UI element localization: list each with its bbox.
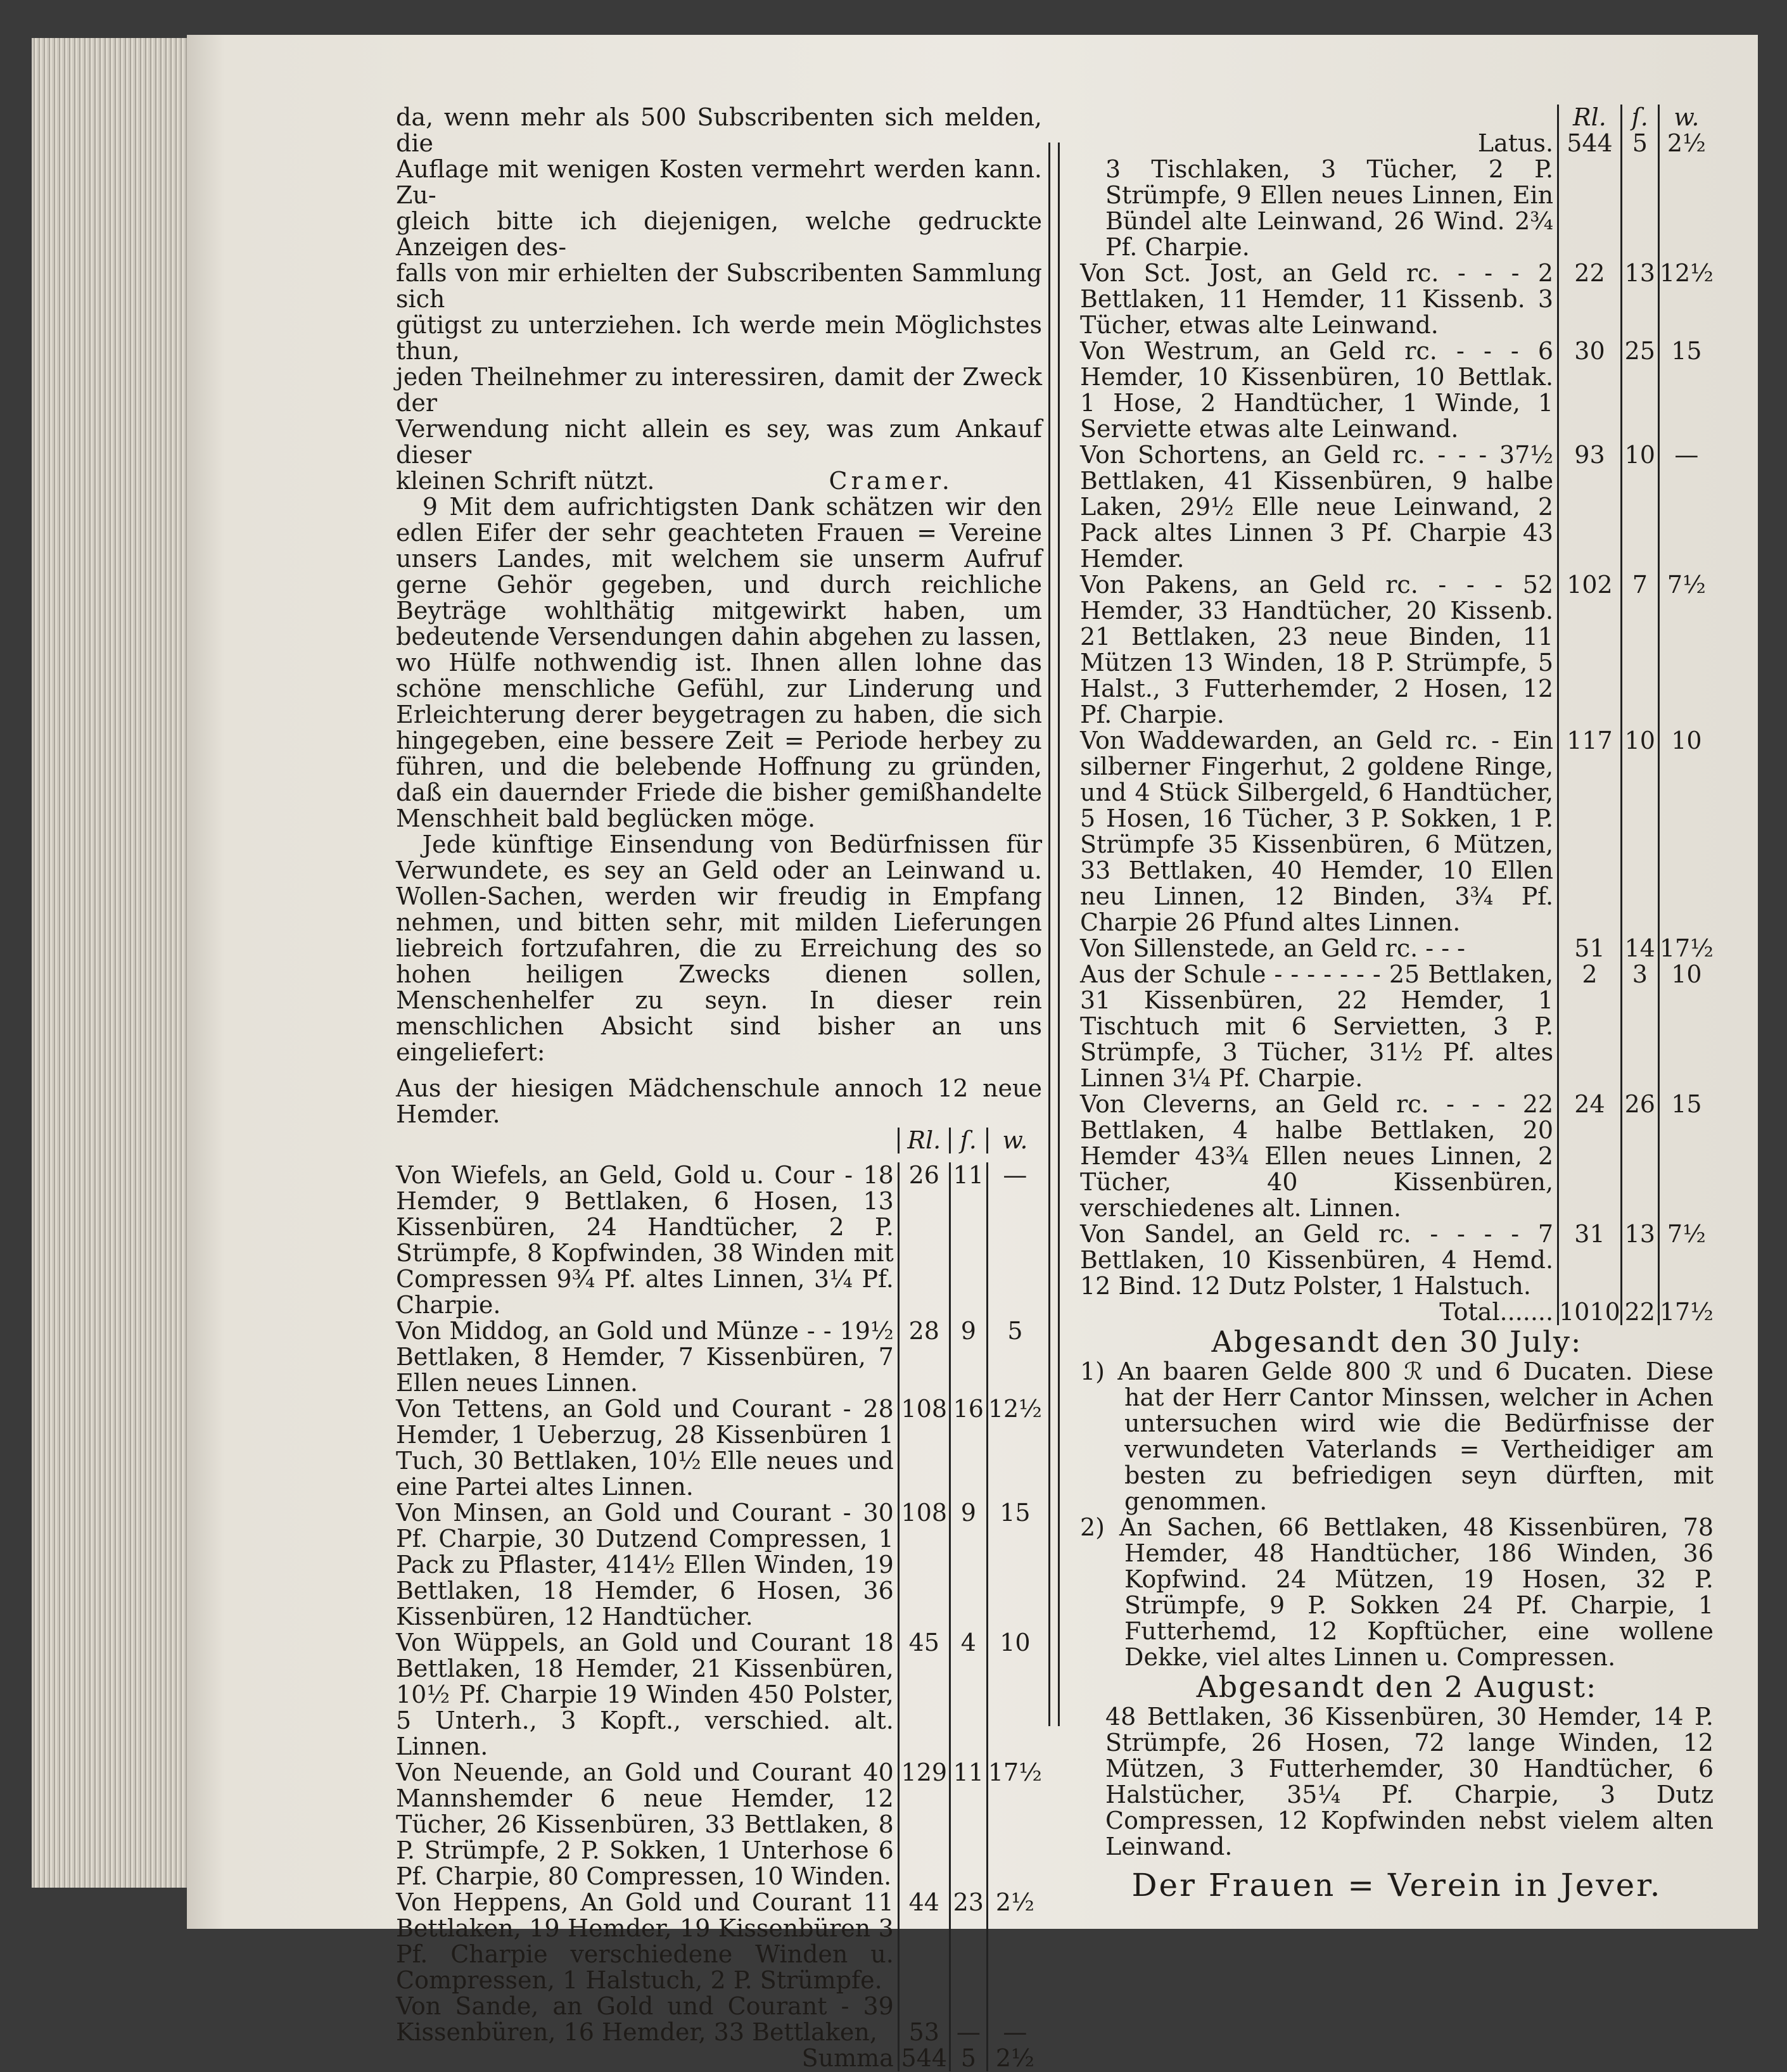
entry-text: Von Cleverns, an Geld rc. - - - 22 Bettlaken, 4 halbe Bettlaken, 20 Hemder 43¾ Ellen neues Linnen, 2 Tücher, 40 Kissenbüren, verschiedenes alt. Linnen. [1080, 1090, 1554, 1222]
intro-line: Auflage mit wenigen Kosten vermehrt werden kann. Zu- [396, 155, 1042, 209]
table-row [1080, 338, 1714, 442]
summa-s: 5 [950, 2045, 987, 2071]
entry-rl: 117 [1558, 728, 1622, 936]
entry-w: 10 [1658, 728, 1714, 936]
book-page-edges [32, 38, 187, 1888]
entry-w: 17½ [987, 1760, 1042, 1890]
entry-w: 10 [987, 1630, 1042, 1760]
intro-line: gleich bitte ich diejenigen, welche gedruckte Anzeigen des- [396, 207, 1042, 261]
latus-label: Latus. [1477, 129, 1554, 157]
entry-text: Von Sillenstede, an Geld rc. - - - [1080, 934, 1465, 962]
column-divider-rule-2 [1058, 143, 1060, 1726]
table-row [1080, 962, 1714, 1091]
total-s: 22 [1621, 1299, 1658, 1325]
entry-text: Von Wüppels, an Gold und Courant 18 Bettlaken, 18 Hemder, 21 Kissenbüren, 10½ Pf. Charpie 19 Winden 450 Polster, 5 Unterh., 3 Kopft., verschied. alt. Linnen. [396, 1629, 894, 1760]
entry-s: 7 [1621, 572, 1658, 728]
paragraph-donations-intro: Jede künftige Einsendung von Bedürfnissen für Verwundete, es sey an Geld oder an Leinwand u. Wollen-Sachen, werden wir freudig in Empfang nehmen, und bitten sehr, mit milden Lieferungen liebreich fortzufahren, die zu Erreichung des so hohen heiligen Zwecks dienen sollen, Menschenhelfer zu seyn. In dieser rein menschlichen Absicht sind bisher an uns eingeliefert: [396, 830, 1042, 1066]
entry-text: Von Neuende, an Gold und Courant 40 Mannshemder 6 neue Hemder, 12 Tücher, 26 Kissenbüren, 33 Bettlaken, 8 P. Strümpfe, 2 P. Sokken, 1 Unterhose 6 Pf. Charpie, 80 Compressen, 10 Winden. [396, 1758, 894, 1890]
entry-text: Von Sande, an Gold und Courant - 39 Kissenbüren, 16 Hemder, 33 Bettlaken, [396, 1992, 894, 2046]
column-divider-rule [1048, 143, 1050, 1726]
entry-rl: 102 [1558, 572, 1622, 728]
summa-row [396, 2045, 1042, 2071]
intro-line: jeden Theilnehmer zu interessiren, damit der Zweck der [396, 363, 1042, 417]
left-donations-table [396, 1128, 1042, 2071]
document-page [187, 35, 1758, 2072]
entry-s: 26 [1621, 1091, 1658, 1221]
paragraph-9: 9 Mit dem aufrichtigsten Dank schätzen wir den edlen Eifer der sehr geachteten Frauen = Vereine unsers Landes, mit welchem sie unserm Aufruf gerne Gehör gegeben, und durch reichliche Beyträge wohlthätig mitgewirkt haben, um bedeutende Versendungen dahin abgehen zu lassen, wo Hülfe nothwendig ist. Ihnen allen lohne das schöne menschliche Gefühl, zur Linderung und Erleichterung derer beygetragen zu haben, die sich hingegeben, eine bessere Zeit = Periode herbey zu führen, und die belebende Hoffnung zu gründen, daß ein dauernder Friede die bisher gemißhandelte Menschheit bald beglücken möge. [396, 493, 1042, 832]
entry-w: 10 [1658, 962, 1714, 1091]
entry-text: Von Pakens, an Geld rc. - - - 52 Hemder, 33 Handtücher, 20 Kissenb. 21 Bettlaken, 23 neue Binden, 11 Mützen 13 Winden, 18 P. Strümpfe, 5 Halst., 3 Futterhemder, 2 Hosen, 12 Pf. Charpie. [1080, 571, 1554, 728]
heading-july: Abgesandt den 30 July: [1211, 1325, 1582, 1359]
entry-s: 11 [950, 1162, 987, 1318]
table-row [1080, 1221, 1714, 1299]
entry-text: Von Heppens, An Gold und Courant 11 Bettlaken, 19 Hemder, 19 Kissenbüren 3 Pf. Charpie verschiedene Winden u. Compressen, 1 Halstuch, 2 P. Strümpfe. [396, 1888, 894, 1994]
entry-w: 2½ [987, 1890, 1042, 1993]
entry-w: 15 [1658, 1091, 1714, 1221]
table-row [396, 1993, 1042, 2045]
entry-s: 3 [1621, 962, 1658, 1091]
table-row [396, 1760, 1042, 1890]
entry-w: 7½ [1658, 572, 1714, 728]
entry-text: Von Sandel, an Geld rc. - - - - 7 Bettlaken, 10 Kissenbüren, 4 Hemd. 12 Bind. 12 Dutz Polster, 1 Halstuch. [1080, 1220, 1554, 1300]
entry-s: — [950, 1993, 987, 2045]
entry-rl: 45 [898, 1630, 950, 1760]
intro-last-line [396, 468, 1042, 494]
table-row [396, 1500, 1042, 1630]
entry-rl: 129 [898, 1760, 950, 1890]
entry-s: 9 [950, 1318, 987, 1396]
entry-s: 9 [950, 1500, 987, 1630]
entry-w: — [1658, 442, 1714, 572]
closing-signature: Der Frauen = Verein in Jever. [1131, 1867, 1662, 1904]
entry-rl: 31 [1558, 1221, 1622, 1299]
entry-rl: 93 [1558, 442, 1622, 572]
latus-text: 3 Tischlaken, 3 Tücher, 2 P. Strümpfe, 9 Ellen neues Linnen, Ein Bündel alte Leinwand, 26 Wind. 2¾ Pf. Charpie. [1105, 155, 1554, 261]
latus-rl: 544 [1558, 130, 1622, 156]
entry-text: Von Schortens, an Geld rc. - - - 37½ Bettlaken, 41 Kissenbüren, 9 halbe Laken, 29½ Elle neue Leinwand, 2 Pack altes Linnen 3 Pf. Charpie 43 Hemder. [1080, 441, 1554, 573]
entry-w: — [987, 1993, 1042, 2045]
entry-w: 12½ [987, 1396, 1042, 1500]
entry-text: Von Wiefels, an Geld, Gold u. Cour - 18 Hemder, 9 Bettlaken, 6 Hosen, 13 Kissenbüren, 24 Handtücher, 2 P. Strümpfe, 8 Kopfwinden, 38 Winden mit Compressen 9¾ Pf. altes Linnen, 3¼ Pf. Charpie. [396, 1161, 894, 1319]
school-line: Aus der hiesigen Mädchenschule annoch 12 neue Hemder. [396, 1074, 1042, 1128]
entry-w: 15 [1658, 338, 1714, 442]
entry-rl: 26 [898, 1162, 950, 1318]
table-row [396, 1318, 1042, 1396]
latus-row [1080, 130, 1714, 156]
total-label: Total....... [1439, 1298, 1554, 1326]
intro-line: da, wenn mehr als 500 Subscribenten sich melden, die [396, 103, 1042, 157]
table-row [1080, 260, 1714, 338]
table-row [396, 1162, 1042, 1318]
entry-s: 10 [1621, 728, 1658, 936]
table-row [1080, 442, 1714, 572]
entry-rl: 44 [898, 1890, 950, 1993]
list-item: 1) An baaren Gelde 800 ℛ und 6 Ducaten. Diese hat der Herr Cantor Minssen, welcher in Achen untersuchen wird wie die Bedürfnisse der verwundeten Vaterlands = Vertheidiger am besten zu befriedigen seyn dürften, mit genommen. [1080, 1357, 1714, 1515]
entry-s: 11 [950, 1760, 987, 1890]
total-w: 17½ [1659, 1298, 1714, 1326]
entry-rl: 108 [898, 1396, 950, 1500]
summa-w: 2½ [987, 2045, 1042, 2071]
header-s: ſ. [1621, 105, 1658, 130]
entry-text: Von Westrum, an Geld rc. - - - 6 Hemder, 10 Kissenbüren, 10 Bettlak. 1 Hose, 2 Handtücher, 1 Winde, 1 Serviette etwas alte Leinwand. [1080, 337, 1554, 443]
entry-w: 5 [987, 1318, 1042, 1396]
entry-s: 16 [950, 1396, 987, 1500]
header-s: ſ. [950, 1128, 987, 1154]
intro-line: Verwendung nicht allein es sey, was zum Ankauf dieser [396, 415, 1042, 469]
august-text: 48 Bettlaken, 36 Kissenbüren, 30 Hemder, 14 P. Strümpfe, 26 Hosen, 72 lange Winden, 12 Mützen, 3 Futterhemder, 30 Handtücher, 6 Halstücher, 35¼ Pf. Charpie, 3 Dutz Compressen, 12 Kopfwinden nebst vielem alten Leinwand. [1105, 1703, 1714, 1860]
list-item: 2) An Sachen, 66 Bettlaken, 48 Kissenbüren, 78 Hemder, 48 Handtücher, 186 Winden, 36 Kopfwind. 24 Mützen, 19 Hosen, 32 P. Strümpfe, 9 P. Sokken 24 Pf. Charpie, 1 Futterhemd, 12 Kopftücher, eine wollene Dekke, viel altes Linnen u. Compressen. [1080, 1513, 1714, 1671]
entry-s: 4 [950, 1630, 987, 1760]
intro-line: gütigst zu unterziehen. Ich werde mein Möglichstes thun, [396, 311, 1042, 365]
entry-text: Von Middog, an Gold und Münze - - 19½ Bettlaken, 8 Hemder, 7 Kissenbüren, 7 Ellen neues Linnen. [396, 1317, 894, 1397]
entry-rl: 30 [1558, 338, 1622, 442]
entry-s: 13 [1621, 1221, 1658, 1299]
entry-w: 17½ [1659, 934, 1714, 962]
intro-line: kleinen Schrift nützt. [396, 467, 655, 495]
total-rl: 1010 [1559, 1298, 1620, 1326]
entry-s: 23 [950, 1890, 987, 1993]
latus-s: 5 [1621, 130, 1658, 156]
header-w: w. [1658, 105, 1714, 130]
entry-rl: 24 [1558, 1091, 1622, 1221]
right-donations-table [1080, 105, 1714, 1325]
entry-rl: 51 [1558, 936, 1622, 962]
entry-s: 10 [1621, 442, 1658, 572]
table-row [1080, 1091, 1714, 1221]
entry-w: 7½ [1658, 1221, 1714, 1299]
latus-w: 2½ [1658, 130, 1714, 156]
entry-rl: 53 [898, 1993, 950, 2045]
entry-s: 13 [1621, 260, 1658, 338]
entry-text: Von Waddewarden, an Geld rc. - Ein silberner Fingerhut, 2 goldene Ringe, und 4 Stück Silbergeld, 6 Handtücher, 5 Hosen, 16 Tücher, 3 P. Sokken, 1 P. Strümpfe 35 Kissenbüren, 6 Mützen, 33 Bettlaken, 40 Hemder, 10 Ellen neu Linnen, 12 Binden, 3¾ Pf. Charpie 26 Pfund altes Linnen. [1080, 727, 1554, 936]
summa-rl: 544 [898, 2045, 950, 2071]
left-column [396, 105, 1042, 2071]
entry-text: Von Tettens, an Gold und Courant - 28 Hemder, 1 Ueberzug, 28 Kissenbüren 1 Tuch, 30 Bettlaken, 10½ Elle neues und eine Partei altes Linnen. [396, 1395, 894, 1501]
heading-august: Abgesandt den 2 August: [1196, 1670, 1598, 1704]
table-row [396, 1630, 1042, 1760]
table-row [1080, 728, 1714, 936]
table-row [1080, 572, 1714, 728]
right-column [1080, 103, 1714, 1904]
table-row [1080, 156, 1714, 260]
author-signature: Cramer. [829, 467, 953, 495]
header-rl: Rl. [1558, 105, 1622, 130]
intro-text [396, 105, 1042, 494]
table-row [396, 1396, 1042, 1500]
entry-text: Aus der Schule - - - - - - - 25 Bettlaken, 31 Kissenbüren, 22 Hemder, 1 Tischtuch mit 6 Servietten, 3 P. Strümpfe, 3 Tücher, 31½ Pf. altes Linnen 3¼ Pf. Charpie. [1080, 960, 1554, 1092]
table-row [1080, 936, 1714, 962]
entry-s: 14 [1621, 936, 1658, 962]
header-w: w. [987, 1128, 1042, 1154]
entry-text: Von Minsen, an Gold und Courant - 30 Pf. Charpie, 30 Dutzend Compressen, 1 Pack zu Pflaster, 414½ Ellen Winden, 19 Bettlaken, 18 Hemder, 6 Hosen, 36 Kissenbüren, 12 Handtücher. [396, 1499, 894, 1630]
header-rl: Rl. [898, 1128, 950, 1154]
total-row [1080, 1299, 1714, 1325]
entry-w: 15 [987, 1500, 1042, 1630]
intro-line: falls von mir erhielten der Subscribenten Sammlung sich [396, 259, 1042, 313]
entry-rl: 28 [898, 1318, 950, 1396]
table-header-row [396, 1128, 1042, 1154]
summa-label: Summa [801, 2044, 894, 2072]
entry-w: 12½ [1658, 260, 1714, 338]
entry-w: — [987, 1162, 1042, 1318]
entry-rl: 2 [1558, 962, 1622, 1091]
entry-rl: 22 [1558, 260, 1622, 338]
entry-rl: 108 [898, 1500, 950, 1630]
table-header-row [1080, 105, 1714, 130]
entry-s: 25 [1621, 338, 1658, 442]
entry-text: Von Sct. Jost, an Geld rc. - - - 2 Bettlaken, 11 Hemder, 11 Kissenb. 3 Tücher, etwas alte Leinwand. [1080, 259, 1554, 339]
table-row [396, 1890, 1042, 1993]
